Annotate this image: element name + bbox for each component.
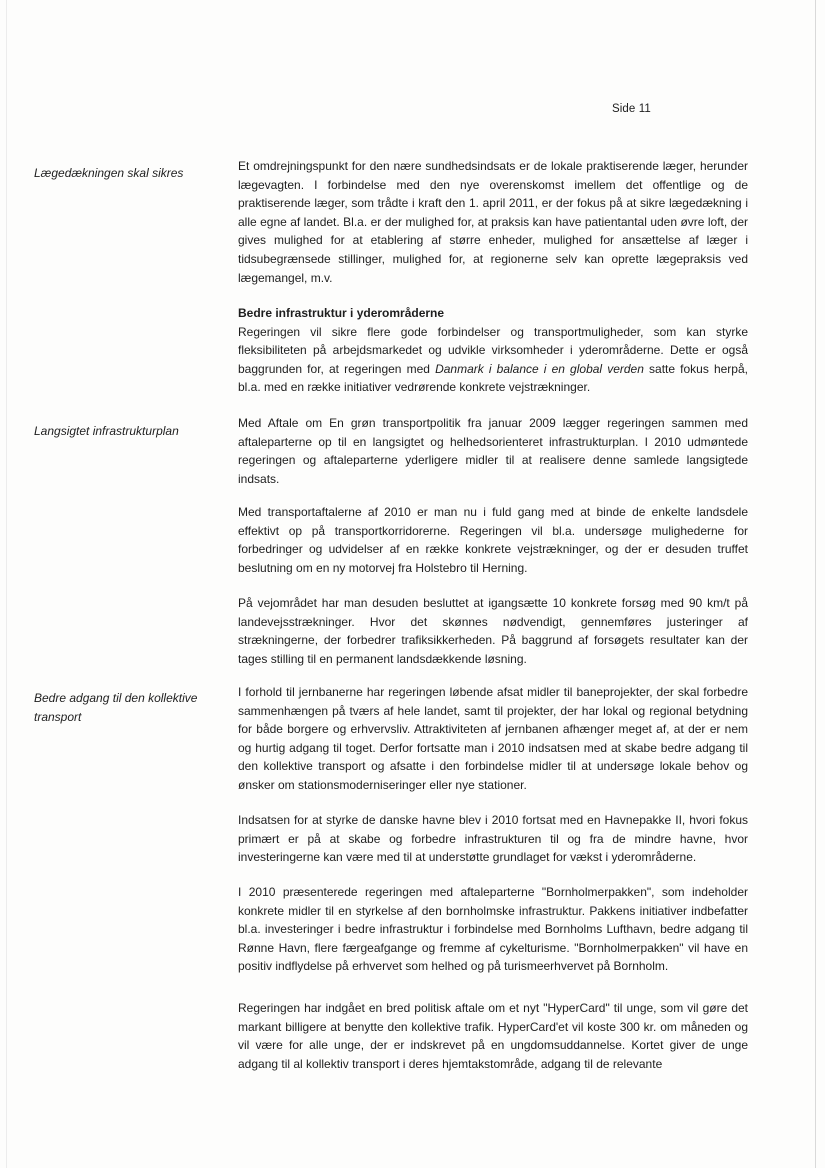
scan-edge-right (815, 0, 816, 1168)
scan-edge-left (6, 0, 7, 1168)
publication-title: Danmark i balance i en global verden (435, 361, 644, 376)
margin-note-infrastrukturplan: Langsigtet infrastrukturplan (34, 424, 179, 438)
margin-note-laegedaekning: Lægedækningen skal sikres (34, 166, 184, 180)
paragraph-infrastruktur-yderomraader (238, 304, 748, 397)
paragraph-groen-transportpolitik: Med Aftale om En grøn transportpolitik fra januar 2009 lægger regeringen sammen med aftaleparterne op til en langsigtet og helhedsorienteret infrastrukturplan. I 2010 udmøntede regeringen og aftaleparterne yderligere midler til at realisere denne samlede langsigtede indsats. (238, 416, 748, 486)
paragraph-laegedaekning: Et omdrejningspunkt for den nære sundhedsindsats er de lokale praktiserende læger, herunder lægevagten. I forbindelse med den nye overenskomst imellem det offentlige og de praktiserende læger, som trådte i kraft den 1. april 2011, er der fokus på at sikre lægedækning i alle egne af landet. Bl.a. er der mulighed for, at praksis kan have patientantal uden øvre loft, der gives mulighed for at etablering af større enheder, mulighed for ansættelse af læger i tidsubegrænsede stillinger, mulighed for, at regionerne selv kan oprette lægepraksis ved lægemangel, m.v. (238, 159, 748, 285)
paragraph-text: Regeringen vil sikre flere gode forbindelser og transportmuligheder, som kan styrke fleksibiliteten på arbejdsmarkedet og udvikle virksomheder i yderområderne. Dette er også baggrunden for, at regeringen med (238, 324, 748, 376)
paragraph-vejomraadet: På vejområdet har man desuden besluttet at igangsætte 10 konkrete forsøg med 90 km/t på landevejsstrækninger. Hvor det skønnes nødvendigt, gennemføres justeringer af strækningerne, der forbedrer trafiksikkerheden. På baggrund af forsøgets resultater kan der tages stilling til en permanent landsdækkende løsning. (238, 596, 748, 666)
paragraph-text: satte fokus herpå, bl.a. med en række initiativer vedrørende konkrete vejstrækninger. (238, 361, 748, 395)
paragraph-transportaftaler: Med transportaftalerne af 2010 er man nu i fuld gang med at binde de enkelte landsdele effektivt op på transportkorridorerne. Regeringen vil bl.a. undersøge mulighederne for forbedringer og udvidelser af en række konkrete vejstrækninger, og der er desuden truffet beslutning om en ny motorvej fra Holstebro til Herning. (238, 505, 748, 575)
paragraph-bornholmerpakken: I 2010 præsenterede regeringen med aftaleparterne "Bornholmerpakken", som indeholder konkrete midler til en styrkelse af den bornholmske infrastruktur. Pakkens initiativer indbefatter bl.a. investeringer i bedre infrastruktur i forbindelse med Bornholms Lufthavn, bedre adgang til Rønne Havn, flere færgeafgange og fremme af cykelturisme. "Bornholmerpakken" vil have en positiv indflydelse på erhvervet som helhed og på turismeerhvervet på Bornholm. (238, 885, 748, 974)
paragraph-jernbaner: I forhold til jernbanerne har regeringen løbende afsat midler til baneprojekter, der skal forbedre sammenhængen på tværs af hele landet, samt til projekter, der har lokal og regional betydning for både borgere og erhvervsliv. Attraktiviteten af jernbanen afhænger meget af, at der er nem og hurtig adgang til toget. Derfor fortsatte man i 2010 indsatsen med at skabe bedre adgang til den kollektive transport og afsatte i den forbindelse midler til at undersøge lokale behov og ønsker om stationsmoderniseringer eller nye stationer. (238, 685, 748, 792)
paragraph-hypercard: Regeringen har indgået en bred politisk aftale om et nyt "HyperCard" til unge, som vil gøre det markant billigere at benytte den kollektive trafik. HyperCard'et vil koste 300 kr. om måneden og vil være for alle unge, der er indskrevet på en ungdomsuddannelse. Kortet giver de unge adgang til al kollektiv transport i deres hjemtakstområde, adgang til de relevante (238, 1001, 748, 1071)
paragraph-havnepakke: Indsatsen for at styrke de danske havne blev i 2010 fortsat med en Havnepakke II, hvori fokus primært er på at skabe og forbedre infrastrukturen til og fra de mindre havne, hvor investeringerne kan være med til at understøtte grundlaget for vækst i yderområderne. (238, 813, 748, 865)
page-number: Side 11 (612, 103, 651, 115)
margin-note-kollektiv-transport: Bedre adgang til den kollektive transport (34, 691, 198, 724)
section-heading: Bedre infrastruktur i yderområderne (238, 306, 445, 320)
